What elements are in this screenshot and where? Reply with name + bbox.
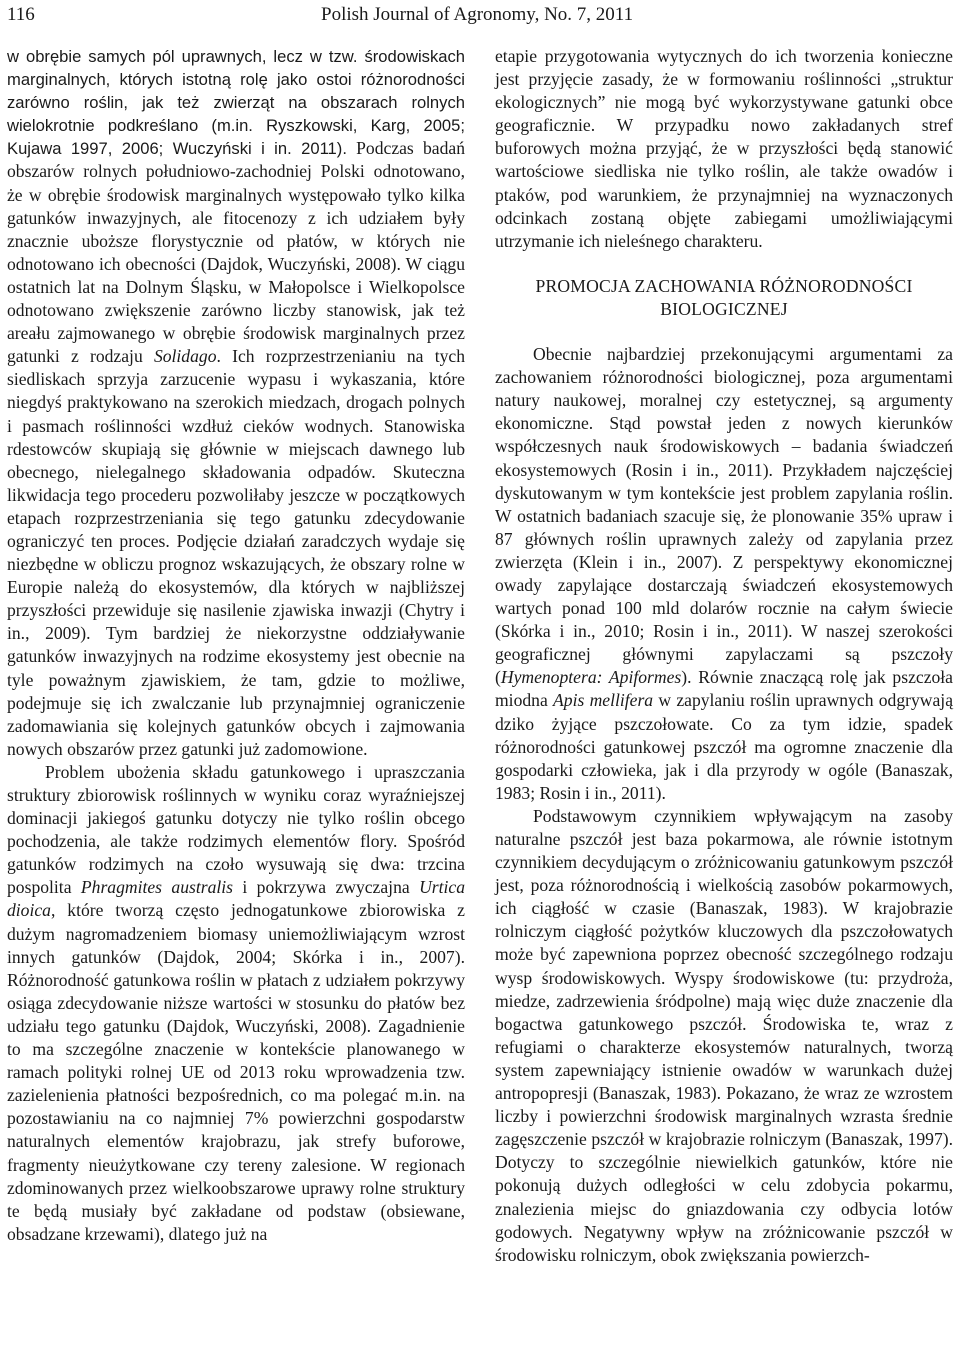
right-column xyxy=(495,45,953,1267)
left-paragraph-2-text-b: i pokrzywa zwyczajna xyxy=(233,877,420,898)
left-paragraph-1-text-b: . Ich rozprzestrzenianiu na tych siedliskach sprzyja zarzucenie wypasu i wykaszania, które niegdyś praktykowano na szerokich miedzach, drogach polnych i pasmach roślinności wzdłuż cieków wodnych. Stanowiska rdestowców skupiają się głównie w miejscach dawnego lub obecnego, nielegalnego składowania odpadów. Skuteczna likwidacja tego procederu pozwoliłaby jeszcze w początkowych etapach rozprzestrzeniania się tego gatunku zdecydowanie ograniczyć ten proces. Podjęcie działań zaradczych wydaje się niezbędne w obliczu prognoz wskazujących, że obszary rolne w Europie należą do ekosystemów, dla których w najbliższej przyszłości przewiduje się nasilenie zjawiska inwazji (Chytry i in., 2009). Tym bardziej że niekorzystne oddziaływanie gatunków inwazyjnych na rodzime ekosystemy jest obecnie na tyle poważnym zjawiskiem, że tam, gdzie to możliwe, podejmuje się ich zwalczanie lub przynajmniej ograniczenie zadomawiania się kolejnych gatunków obcych i zajmowania nowych obszarów przez gatunki już zadomowione. xyxy=(7,346,465,759)
right-paragraph-1: etapie przygotowania wytycznych do ich tworzenia konieczne jest przyjęcie zasady, że w formowaniu roślinności „struktur ekologicznych” nie mogą być wykorzystywane gatunki obce geograficznie. W przypadku nowo zakładanych stref buforowych można przyjąć, że w przyszłości będą stanowić wartościowe siedliska nie tylko roślin, ale także owadów i ptaków, pod warunkiem, że przynajmniej na wyznaczonych odcinkach zostaną objęte zabiegami umożliwiającymi utrzymanie ich nieleśnego charakteru. xyxy=(495,46,953,251)
page-number: 116 xyxy=(7,4,35,25)
section-heading-line-2: BIOLOGICZNEJ xyxy=(660,298,788,319)
left-paragraph-2-text-c: , które tworzą często jednogatunkowe zbiorowiska z dużym nagromadzeniem biomasy uniemożliwiającym wzrost innych gatunków (Dajdok, 2004; Skórka i in., 2007). Różnorodność gatunkowa roślin w płatach z udziałem pokrzywy osiąga zdecydowanie niższe wartości w stosunku do płatów bez udziału tego gatunku (Dajdok, Wuczyński, 2008). Zagadnienie to ma szczególne znaczenie w kontekście planowanego w ramach polityki rolnej UE od 2013 roku wprowadzenia tzw. zazielenienia płatności bezpośrednich, co ma polegać m.in. na pozostawianiu na co najmniej 7% powierzchni gospodarstw naturalnych elementów krajobrazu, jak strefy buforowe, fragmenty nieużytkowane czy tereny zalesione. W regionach zdominowanych przez wielkoobszarowe uprawy rolne struktury te będą musiały być zakładane od podstaw (obsiewane, obsadzane krzewami), dlatego już na xyxy=(7,900,465,1244)
species-apis: Apis mellifera xyxy=(553,690,654,711)
species-phragmites: Phragmites australis xyxy=(80,877,234,898)
right-paragraph-2-text-a: Obecnie najbardziej przekonującymi argumentami za zachowaniem różnorodności biologicznej, poza argumentami natury naukowej, moralnej czy estetycznej, są argumenty ekonomiczne. Stąd powstał jeden z nowych kierunków współczesnych nauk środowiskowych – badania świadczeń ekosystemowych (Rosin i in., 2011). Przykładem najczęściej dyskutowanym w tym kontekście jest problem zapylania roślin. W ostatnich badaniach szacuje się, że plonowanie 35% upraw i 87 głównych roślin uprawnych zależy od zapylania przez zwierzęta (Klein i in., 2007). Z perspektywy ekonomicznej owady zapylające dostarczają świadczeń ekosystemowych wartych ponad 100 mld dolarów rocznie na całym świecie (Skórka i in., 2010; Rosin i in., 2011). W naszej szerokości geograficznej głównymi zapylaczami są pszczoły ( xyxy=(495,344,953,688)
species-urtica: Urtica dioica xyxy=(7,877,465,921)
left-paragraph-2 xyxy=(7,761,465,1246)
left-column xyxy=(7,45,465,1246)
section-heading-line-1: PROMOCJA ZACHOWANIA RÓŻNORODNOŚCI xyxy=(535,275,913,296)
left-paragraph-2-text-a: Problem ubożenia składu gatunkowego i upraszczania struktury zbiorowisk roślinnych w wyniku coraz wyraźniejszej dominacji jakiegoś gatunku dotyczy nie tylko roślin obcego pochodzenia, ale także rodzimych elementów flory. Spośród gatunków rodzimych na czoło wysuwają się dwa: trzcina pospolita xyxy=(7,761,465,898)
left-paragraph-1-text-a: Podczas badań obszarów rolnych południowo-zachodniej Polski odnotowano, że w obrębie środowisk marginalnych występowało tylko kilka gatunków inwazyjnych, ale fitocenozy z ich udziałem były znacznie uboższe florystycznie od płatów, w których nie odnotowano ich obecności (Dajdok, Wuczyński, 2008). W ciągu ostatnich lat na Dolnym Śląsku, w Małopolsce i Wielkopolsce odnotowano zwiększenie zarówno liczby stanowisk, jak też areału zajmowanego w obrębie środowisk marginalnych przez gatunki z rodzaju xyxy=(7,138,465,367)
page-header xyxy=(7,0,953,36)
running-head: Polish Journal of Agronomy, No. 7, 2011 xyxy=(321,4,634,25)
right-paragraph-2-text-c: w zapylaniu roślin uprawnych odgrywają dziko żyjące pszczołowate. Co za tym idzie, spadek różnorodności gatunkowej pszczół ma ogromne znaczenie dla gospodarki człowieka, jak i dla przyrody w ogóle (Banaszak, 1983; Rosin i in., 2011). xyxy=(495,690,954,803)
section-heading xyxy=(495,275,953,321)
right-paragraph-3: Podstawowym czynnikiem wpływającym na zasoby naturalne pszczół jest baza pokarmowa, ale równie istotnym czynnikiem decydującym o zróżnicowaniu gatunkowym pszczół jest, poza różnorodnością i wielkością zasobów pokarmowych, ich ciągłość w czasie (Banaszak, 1983). W krajobrazie rolniczym ciągłość pożytków kluczowych dla pszczołowatych może być zapewniona poprzez obecność szczególnego rodzaju wysp środowiskowych. Wyspy środowiskowe (tu: przydroża, miedze, zadrzewienia śródpolne) mają więc duże znaczenie dla bogactwa gatunkowego pszczół. Środowiska te, wraz z refugiami o charakterze ekosystemów naturalnych, tworzą system zapewniający istnienie owadów w warunkach dużej antropopresji (Banaszak, 1983). Pokazano, że wraz ze wzrostem liczby i powierzchni środowisk marginalnych wzrasta średnie zagęszczenie pszczół w krajobrazie rolniczym (Banaszak, 1997). Dotyczy to szczególnie niewielkich gatunków, które nie pokonują dużych odległości w celu zdobycia pokarmu, znalezienia miejsc do gniazdowania czy odbycia lotów godowych. Negatywny wpływ na zróżnicowanie pszczół w środowisku rolniczym, obok zwiększania powierzch- xyxy=(495,805,953,1265)
right-paragraph-2 xyxy=(495,343,953,805)
right-paragraph-2-text-b: ). Równie znaczącą rolę jak pszczoła miodna xyxy=(495,667,953,711)
left-paragraph-1 xyxy=(7,45,465,761)
left-paragraph-1-sans-text: w obrębie samych pól uprawnych, lecz w tzw. środowiskach marginalnych, których istotną rolę jako ostoi różnorodności zarówno roślin, jak też zwierząt na obszarach rolnych wielokrotnie podkreślano (m.in. Ryszkowski, Karg, 2005; Kujawa 1997, 2006; Wuczyński i in. 2011). xyxy=(7,47,465,159)
species-solidago: Solidago xyxy=(153,346,217,367)
taxon-hymenoptera: Hymenoptera: Apiformes xyxy=(500,667,682,688)
